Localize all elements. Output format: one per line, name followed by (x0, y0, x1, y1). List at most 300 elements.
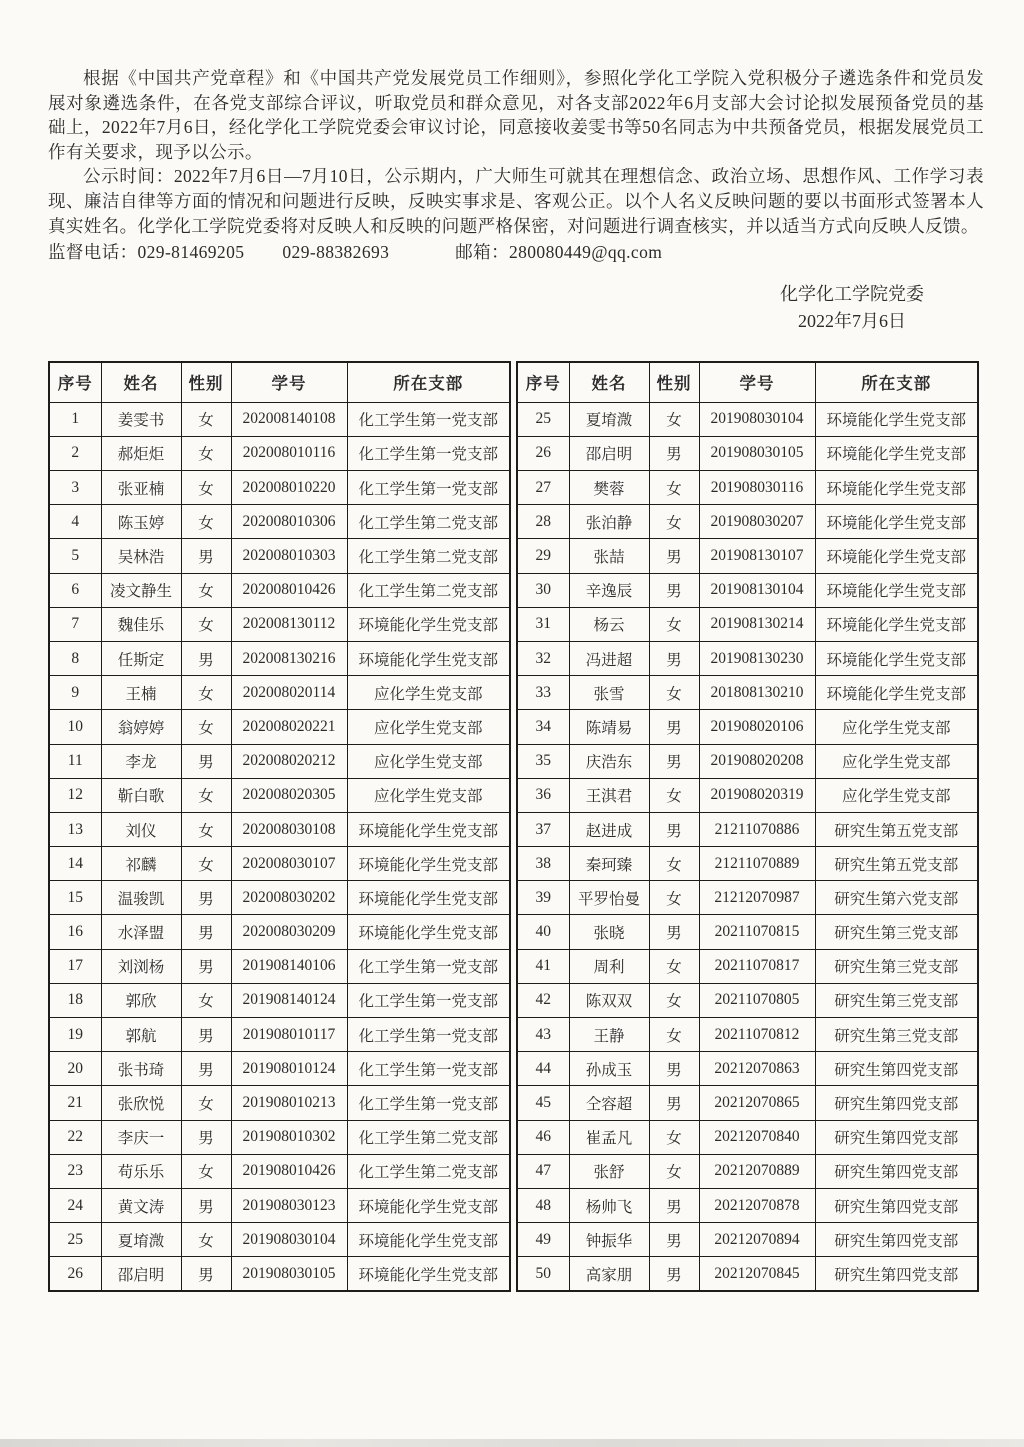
table-cell: 环境能化学生党支部 (815, 641, 978, 675)
table-cell: 邵启明 (569, 436, 649, 470)
scan-artifact (0, 1439, 1024, 1447)
table-cell: 张雪 (569, 676, 649, 710)
table-cell: 202008130112 (231, 607, 347, 641)
table-cell: 女 (181, 983, 231, 1017)
table-cell: 201908140106 (231, 949, 347, 983)
table-cell: 201908020208 (699, 744, 815, 778)
table-row (517, 676, 978, 710)
table-cell: 202008130216 (231, 641, 347, 675)
paragraph-approval: 根据《中国共产党章程》和《中国共产党发展党员工作细则》，参照化学化工学院入党积极分子遴选条件和党员发展对象遴选条件，在各党支部综合评议，听取党员和群众意见，对各支部2022年6月支部大会讨论拟发展预备党员的基础上，2022年7月6日，经化学化工学院党委会审议讨论，同意接收姜雯书等50名同志为中共预备党员，根据发展党员工作有关要求，现予以公示。 (48, 68, 984, 162)
contact-line (48, 240, 984, 265)
table-cell: 38 (517, 847, 569, 881)
table-row (517, 1257, 978, 1291)
table-cell: 周利 (569, 949, 649, 983)
table-cell: 庆浩东 (569, 744, 649, 778)
table-row (517, 1052, 978, 1086)
table-cell: 男 (181, 949, 231, 983)
table-cell: 202008010116 (231, 436, 347, 470)
table-cell: 樊蓉 (569, 471, 649, 505)
supervision-phone-label: 监督电话： (48, 242, 138, 263)
table-cell: 20212070894 (699, 1223, 815, 1257)
table-cell: 女 (181, 1154, 231, 1188)
table-cell: 研究生第四党支部 (815, 1120, 978, 1154)
table-cell: 202008030209 (231, 915, 347, 949)
table-cell: 吴林浩 (101, 539, 181, 573)
table-cell: 化工学生第二党支部 (347, 1154, 510, 1188)
table-cell: 女 (181, 778, 231, 812)
table-cell: 201908130107 (699, 539, 815, 573)
table-row (517, 573, 978, 607)
table-cell: 42 (517, 983, 569, 1017)
table-cell: 女 (181, 436, 231, 470)
table-cell: 21211070886 (699, 812, 815, 846)
table-cell: 男 (649, 1086, 699, 1120)
table-cell: 环境能化学生党支部 (347, 847, 510, 881)
table-row (49, 778, 510, 812)
table-row (517, 847, 978, 881)
table-cell: 研究生第四党支部 (815, 1052, 978, 1086)
table-cell: 女 (181, 505, 231, 539)
table-row (49, 915, 510, 949)
col-header-branch: 所在支部 (347, 362, 510, 402)
table-cell: 45 (517, 1086, 569, 1120)
table-cell: 44 (517, 1052, 569, 1086)
table-cell: 202008030108 (231, 812, 347, 846)
table-row (49, 983, 510, 1017)
table-cell: 张晓 (569, 915, 649, 949)
col-header-student-id: 学号 (699, 362, 815, 402)
table-cell: 辛逸辰 (569, 573, 649, 607)
table-cell: 男 (649, 539, 699, 573)
table-cell: 温骏凯 (101, 881, 181, 915)
table-cell: 应化学生党支部 (815, 710, 978, 744)
table-cell: 仝容超 (569, 1086, 649, 1120)
col-header-student-id: 学号 (231, 362, 347, 402)
table-cell: 男 (181, 1188, 231, 1222)
table-cell: 王淇君 (569, 778, 649, 812)
table-cell: 47 (517, 1154, 569, 1188)
table-row (517, 778, 978, 812)
table-cell: 研究生第四党支部 (815, 1086, 978, 1120)
table-cell: 环境能化学生党支部 (815, 676, 978, 710)
table-cell: 女 (181, 1086, 231, 1120)
paragraph-publicity-period: 公示时间：2022年7月6日—7月10日，公示期内，广大师生可就其在理想信念、政治立场、思想作风、工作学习表现、廉洁自律等方面的情况和问题进行反映，反映实事求是、客观公正。以个人名义反映问题的要以书面形式签署本人真实姓名。化学化工学院党委将对反映人和反映的问题严格保密，对问题进行调查核实，并以适当方式向反映人反馈。 (48, 166, 984, 236)
table-cell: 20212070863 (699, 1052, 815, 1086)
table-cell: 应化学生党支部 (347, 710, 510, 744)
table-cell: 39 (517, 881, 569, 915)
table-cell: 202008020221 (231, 710, 347, 744)
table-cell: 应化学生党支部 (347, 778, 510, 812)
table-cell: 环境能化学生党支部 (815, 471, 978, 505)
table-cell: 张书琦 (101, 1052, 181, 1086)
table-cell: 陈靖易 (569, 710, 649, 744)
table-cell: 10 (49, 710, 101, 744)
table-cell: 40 (517, 915, 569, 949)
table-row (517, 1188, 978, 1222)
table-row (49, 436, 510, 470)
table-cell: 应化学生党支部 (815, 744, 978, 778)
table-cell: 郭欣 (101, 983, 181, 1017)
table-cell: 环境能化学生党支部 (347, 1188, 510, 1222)
table-cell: 男 (181, 641, 231, 675)
table-cell: 化工学生第一党支部 (347, 949, 510, 983)
table-row (49, 1052, 510, 1086)
table-row (517, 1120, 978, 1154)
table-cell: 女 (649, 778, 699, 812)
table-cell: 研究生第三党支部 (815, 949, 978, 983)
table-cell: 21211070889 (699, 847, 815, 881)
table-cell: 环境能化学生党支部 (815, 436, 978, 470)
table-cell: 201908010117 (231, 1018, 347, 1052)
table-cell: 化工学生第一党支部 (347, 436, 510, 470)
table-row (49, 949, 510, 983)
table-row (49, 1188, 510, 1222)
table-cell: 18 (49, 983, 101, 1017)
table-cell: 研究生第三党支部 (815, 915, 978, 949)
table-cell: 化工学生第二党支部 (347, 539, 510, 573)
table-cell: 水泽盟 (101, 915, 181, 949)
signature-org: 化学化工学院党委 (780, 284, 924, 305)
table-cell: 202008030202 (231, 881, 347, 915)
table-cell: 化工学生第一党支部 (347, 402, 510, 436)
table-cell: 13 (49, 812, 101, 846)
table-cell: 201908010124 (231, 1052, 347, 1086)
table-row (517, 471, 978, 505)
table-cell: 20212070865 (699, 1086, 815, 1120)
table-cell: 14 (49, 847, 101, 881)
table-cell: 15 (49, 881, 101, 915)
table-cell: 30 (517, 573, 569, 607)
table-cell: 男 (181, 1052, 231, 1086)
supervision-phone-1: 029-81469205 (137, 242, 245, 263)
table-row (49, 1086, 510, 1120)
table-cell: 研究生第三党支部 (815, 983, 978, 1017)
table-cell: 201908140124 (231, 983, 347, 1017)
table-cell: 女 (181, 676, 231, 710)
table-cell: 男 (181, 1257, 231, 1291)
table-cell: 201908030104 (231, 1223, 347, 1257)
roster-body-right (517, 402, 978, 1291)
table-row (49, 1018, 510, 1052)
table-cell: 43 (517, 1018, 569, 1052)
table-cell: 黄文涛 (101, 1188, 181, 1222)
table-cell: 应化学生党支部 (347, 676, 510, 710)
roster-table-left (48, 361, 511, 1292)
table-cell: 环境能化学生党支部 (347, 641, 510, 675)
table-cell: 36 (517, 778, 569, 812)
table-cell: 201908030105 (231, 1257, 347, 1291)
table-cell: 化工学生第一党支部 (347, 1018, 510, 1052)
table-cell: 201908130214 (699, 607, 815, 641)
table-cell: 1 (49, 402, 101, 436)
table-cell: 女 (649, 607, 699, 641)
table-cell: 女 (649, 1018, 699, 1052)
table-cell: 202008020114 (231, 676, 347, 710)
table-row (517, 1223, 978, 1257)
table-cell: 201908130230 (699, 641, 815, 675)
table-cell: 研究生第三党支部 (815, 1018, 978, 1052)
table-row (49, 607, 510, 641)
table-cell: 郝炬炬 (101, 436, 181, 470)
table-cell: 男 (649, 915, 699, 949)
table-cell: 16 (49, 915, 101, 949)
table-cell: 靳白歌 (101, 778, 181, 812)
table-cell: 9 (49, 676, 101, 710)
table-cell: 女 (649, 1120, 699, 1154)
table-cell: 201908010213 (231, 1086, 347, 1120)
table-cell: 化工学生第二党支部 (347, 573, 510, 607)
table-cell: 26 (49, 1257, 101, 1291)
table-header-row (517, 362, 978, 402)
table-cell: 研究生第五党支部 (815, 812, 978, 846)
table-row (49, 471, 510, 505)
table-cell: 姜雯书 (101, 402, 181, 436)
table-row (517, 983, 978, 1017)
email-label: 邮箱： (455, 242, 509, 263)
table-cell: 张舒 (569, 1154, 649, 1188)
table-cell: 男 (181, 744, 231, 778)
table-cell: 女 (649, 847, 699, 881)
table-cell: 20211070812 (699, 1018, 815, 1052)
table-cell: 张泊静 (569, 505, 649, 539)
table-cell: 环境能化学生党支部 (815, 607, 978, 641)
table-cell: 杨帅飞 (569, 1188, 649, 1222)
table-cell: 张欣悦 (101, 1086, 181, 1120)
table-row (517, 539, 978, 573)
table-cell: 任斯定 (101, 641, 181, 675)
table-cell: 高家朋 (569, 1257, 649, 1291)
table-cell: 夏堉溦 (569, 402, 649, 436)
table-cell: 崔孟凡 (569, 1120, 649, 1154)
table-row (517, 505, 978, 539)
table-cell: 7 (49, 607, 101, 641)
table-cell: 20211070815 (699, 915, 815, 949)
col-header-name: 姓名 (569, 362, 649, 402)
table-cell: 环境能化学生党支部 (347, 1223, 510, 1257)
table-cell: 应化学生党支部 (815, 778, 978, 812)
table-cell: 20212070840 (699, 1120, 815, 1154)
table-row (517, 402, 978, 436)
table-cell: 女 (649, 676, 699, 710)
table-cell: 男 (181, 539, 231, 573)
table-cell: 张亚楠 (101, 471, 181, 505)
table-cell: 48 (517, 1188, 569, 1222)
table-cell: 男 (649, 1052, 699, 1086)
table-cell: 李龙 (101, 744, 181, 778)
table-cell: 33 (517, 676, 569, 710)
table-cell: 8 (49, 641, 101, 675)
table-cell: 刘仪 (101, 812, 181, 846)
table-cell: 化工学生第一党支部 (347, 1052, 510, 1086)
table-row (49, 812, 510, 846)
table-row (517, 1154, 978, 1188)
table-cell: 201908030123 (231, 1188, 347, 1222)
table-cell: 女 (649, 505, 699, 539)
table-cell: 女 (181, 402, 231, 436)
table-cell: 19 (49, 1018, 101, 1052)
col-header-index: 序号 (517, 362, 569, 402)
table-cell: 男 (181, 1018, 231, 1052)
table-row (517, 915, 978, 949)
table-cell: 男 (649, 1257, 699, 1291)
table-cell: 20212070845 (699, 1257, 815, 1291)
table-cell: 男 (649, 436, 699, 470)
table-cell: 22 (49, 1120, 101, 1154)
table-cell: 29 (517, 539, 569, 573)
table-cell: 男 (649, 710, 699, 744)
table-cell: 女 (181, 847, 231, 881)
table-cell: 化工学生第二党支部 (347, 1120, 510, 1154)
table-cell: 男 (649, 641, 699, 675)
table-cell: 女 (649, 1154, 699, 1188)
table-row (517, 744, 978, 778)
table-row (49, 1120, 510, 1154)
signature-date: 2022年7月6日 (798, 311, 906, 332)
table-cell: 环境能化学生党支部 (347, 607, 510, 641)
table-row (49, 1223, 510, 1257)
table-cell: 50 (517, 1257, 569, 1291)
supervision-phone-2: 029-88382693 (282, 242, 390, 263)
table-cell: 12 (49, 778, 101, 812)
signature-block (780, 281, 924, 335)
table-cell: 秦珂臻 (569, 847, 649, 881)
table-cell: 女 (181, 710, 231, 744)
table-cell: 202008010426 (231, 573, 347, 607)
table-cell: 环境能化学生党支部 (815, 573, 978, 607)
table-cell: 钟振华 (569, 1223, 649, 1257)
table-cell: 研究生第四党支部 (815, 1257, 978, 1291)
table-cell: 201908020319 (699, 778, 815, 812)
table-row (517, 881, 978, 915)
table-cell: 环境能化学生党支部 (815, 539, 978, 573)
table-cell: 杨云 (569, 607, 649, 641)
table-cell: 孙成玉 (569, 1052, 649, 1086)
table-cell: 49 (517, 1223, 569, 1257)
table-cell: 202008020212 (231, 744, 347, 778)
table-cell: 女 (649, 983, 699, 1017)
table-row (49, 573, 510, 607)
email-address: 280080449@qq.com (508, 242, 663, 263)
table-cell: 化工学生第二党支部 (347, 505, 510, 539)
table-cell: 201908010426 (231, 1154, 347, 1188)
table-cell: 张喆 (569, 539, 649, 573)
table-cell: 苟乐乐 (101, 1154, 181, 1188)
table-cell: 202008010306 (231, 505, 347, 539)
table-cell: 25 (517, 402, 569, 436)
table-cell: 4 (49, 505, 101, 539)
table-cell: 20212070889 (699, 1154, 815, 1188)
table-cell: 17 (49, 949, 101, 983)
table-cell: 环境能化学生党支部 (347, 812, 510, 846)
table-cell: 环境能化学生党支部 (347, 881, 510, 915)
table-cell: 男 (649, 573, 699, 607)
table-cell: 凌文静生 (101, 573, 181, 607)
table-cell: 20211070817 (699, 949, 815, 983)
table-cell: 21212070987 (699, 881, 815, 915)
table-cell: 魏佳乐 (101, 607, 181, 641)
table-cell: 201908030207 (699, 505, 815, 539)
table-cell: 28 (517, 505, 569, 539)
table-cell: 陈玉婷 (101, 505, 181, 539)
table-cell: 李庆一 (101, 1120, 181, 1154)
table-cell: 202008010303 (231, 539, 347, 573)
table-cell: 女 (181, 471, 231, 505)
table-row (517, 1086, 978, 1120)
table-cell: 202008010220 (231, 471, 347, 505)
table-cell: 环境能化学生党支部 (347, 915, 510, 949)
table-row (517, 641, 978, 675)
table-cell: 环境能化学生党支部 (815, 505, 978, 539)
table-row (49, 1154, 510, 1188)
table-cell: 女 (649, 402, 699, 436)
table-cell: 研究生第六党支部 (815, 881, 978, 915)
table-row (49, 744, 510, 778)
table-cell: 王静 (569, 1018, 649, 1052)
table-cell: 夏堉溦 (101, 1223, 181, 1257)
table-cell: 202008140108 (231, 402, 347, 436)
table-row (49, 641, 510, 675)
table-cell: 化工学生第一党支部 (347, 471, 510, 505)
table-row (49, 539, 510, 573)
table-row (49, 505, 510, 539)
table-cell: 5 (49, 539, 101, 573)
table-row (49, 676, 510, 710)
table-row (49, 881, 510, 915)
table-cell: 男 (649, 1223, 699, 1257)
col-header-branch: 所在支部 (815, 362, 978, 402)
table-cell: 201908010302 (231, 1120, 347, 1154)
roster-tables (48, 361, 984, 1292)
table-cell: 201908030105 (699, 436, 815, 470)
table-cell: 2 (49, 436, 101, 470)
table-cell: 11 (49, 744, 101, 778)
table-cell: 男 (649, 744, 699, 778)
roster-body-left (49, 402, 510, 1291)
table-cell: 35 (517, 744, 569, 778)
table-cell: 研究生第四党支部 (815, 1188, 978, 1222)
table-cell: 男 (649, 812, 699, 846)
table-cell: 3 (49, 471, 101, 505)
col-header-gender: 性别 (181, 362, 231, 402)
table-cell: 46 (517, 1120, 569, 1154)
table-row (49, 1257, 510, 1291)
table-cell: 37 (517, 812, 569, 846)
table-cell: 34 (517, 710, 569, 744)
table-row (49, 402, 510, 436)
table-cell: 男 (649, 1188, 699, 1222)
table-cell: 25 (49, 1223, 101, 1257)
table-cell: 202008030107 (231, 847, 347, 881)
table-row (49, 710, 510, 744)
table-cell: 女 (181, 812, 231, 846)
table-cell: 邵启明 (101, 1257, 181, 1291)
table-cell: 24 (49, 1188, 101, 1222)
table-cell: 41 (517, 949, 569, 983)
table-cell: 冯进超 (569, 641, 649, 675)
table-cell: 202008020305 (231, 778, 347, 812)
roster-table-right (516, 361, 979, 1292)
table-cell: 男 (181, 915, 231, 949)
table-row (517, 949, 978, 983)
table-cell: 平罗怡曼 (569, 881, 649, 915)
table-cell: 201908020106 (699, 710, 815, 744)
table-cell: 环境能化学生党支部 (347, 1257, 510, 1291)
table-row (49, 847, 510, 881)
table-cell: 27 (517, 471, 569, 505)
table-cell: 翁婷婷 (101, 710, 181, 744)
table-cell: 201908030104 (699, 402, 815, 436)
table-cell: 研究生第四党支部 (815, 1154, 978, 1188)
